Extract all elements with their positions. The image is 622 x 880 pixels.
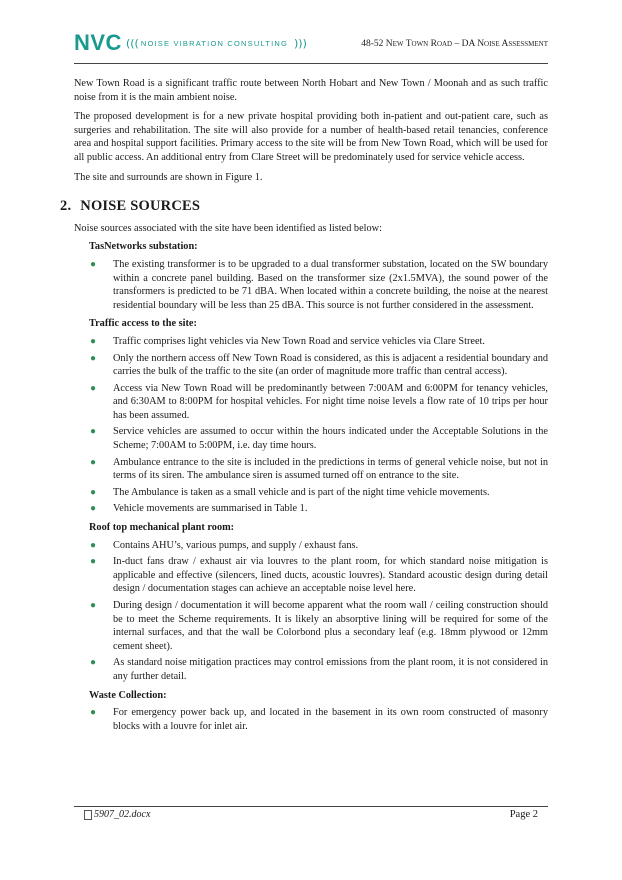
document-file-icon <box>84 810 92 820</box>
list-item <box>74 486 548 500</box>
footer-divider <box>74 806 548 807</box>
list-item-text: For emergency power back up, and located in the basement in its own room constructed of masonry blocks with a louvre for inlet air. <box>113 707 548 732</box>
bullet-icon: ● <box>90 456 97 468</box>
section-title: NOISE SOURCES <box>80 198 201 215</box>
list-item <box>74 352 548 379</box>
intro-paragraph: The proposed development is for a new private hospital providing both in-patient and out-patient care, such as surgeries and rehabilitation. The site will also provide for a number of health-based retail tenancies, conference area and hospital support facilities. Primary access to the site will be from New Town Road, which will be used for all public access. An additional entry from Clare Street will be predominately used for service vehicle access. <box>74 111 548 163</box>
bullet-list-plant-room <box>74 539 548 684</box>
subheading-waste: Waste Collection: <box>89 689 167 701</box>
document-body <box>60 77 548 738</box>
list-item <box>74 425 548 452</box>
list-item-text: Service vehicles are assumed to occur within the hours indicated under the Acceptable Solutions in the Scheme; 7:00AM to 5:00PM, i.e. day time hours. <box>113 426 548 452</box>
header-divider <box>74 63 548 64</box>
list-item <box>74 656 548 683</box>
list-item <box>74 335 548 349</box>
bullet-icon: ● <box>90 503 97 515</box>
sound-wave-left-icon: ((( <box>125 36 139 50</box>
list-item-text: Ambulance entrance to the site is included in the predictions in terms of general vehicle noise, but not in terms of its siren. The ambulance siren is assumed turned off on entrance to the site. <box>113 456 548 482</box>
bullet-icon: ● <box>90 426 97 438</box>
page-number: Page 2 <box>509 809 538 820</box>
logo-mark: NVC <box>74 30 122 55</box>
bullet-icon: ● <box>90 657 97 669</box>
section-heading <box>60 200 548 214</box>
logo-text: NOISE VIBRATION CONSULTING <box>140 38 289 48</box>
sound-wave-right-icon: ))) <box>294 36 307 50</box>
header-title: 48-52 New Town Road – DA Noise Assessment <box>361 39 548 49</box>
list-item-text: The existing transformer is to be upgraded to a dual transformer substation, located on the SW boundary within a concrete panel building. Based on the transformer size (2x1.5MVA), the sound power of the transformers is predicted to be 71 dBA. When located within a concrete building, the noise at the nearest residential boundary will be less than 25 dBA. This source is not further considered in the assessment. <box>113 258 548 311</box>
page-header <box>74 30 548 64</box>
list-item <box>74 502 548 516</box>
bullet-icon: ● <box>90 352 97 364</box>
bullet-icon: ● <box>90 600 97 611</box>
list-item <box>74 258 548 312</box>
subheading-plant-room: Roof top mechanical plant room: <box>89 522 235 534</box>
footer-filename <box>84 809 150 820</box>
list-item <box>74 599 548 653</box>
bullet-list-waste <box>74 706 548 733</box>
list-item <box>74 456 548 483</box>
list-item <box>74 382 548 423</box>
list-item-text: The Ambulance is taken as a small vehicle and is part of the night time vehicle movements. <box>113 486 490 498</box>
bullet-icon: ● <box>90 707 97 719</box>
list-item <box>74 555 548 596</box>
list-item-text: As standard noise mitigation practices may control emissions from the plant room, it is not considered in any further detail. <box>113 657 548 682</box>
bullet-list-substation <box>74 258 548 312</box>
section-number: 2. <box>60 198 72 215</box>
subheading-traffic: Traffic access to the site: <box>89 318 197 330</box>
nvc-logo <box>74 30 307 56</box>
list-item-text: Traffic comprises light vehicles via New Town Road and service vehicles via Clare Street. <box>113 335 485 347</box>
bullet-icon: ● <box>90 486 97 498</box>
bullet-list-traffic <box>74 335 548 516</box>
bullet-icon: ● <box>90 539 97 551</box>
bullet-icon: ● <box>90 335 97 347</box>
bullet-icon: ● <box>90 258 97 270</box>
list-item-text: Access via New Town Road will be predominantly between 7:00AM and 6:00PM for tenancy vehicles, and 6:30AM to 8:00PM for hospital vehicles. For night time noise levels a flow rate of 10 trips per hour has been assumed. <box>113 382 548 421</box>
list-item-text: Contains AHU’s, various pumps, and supply / exhaust fans. <box>113 539 359 551</box>
list-item <box>74 539 548 553</box>
bullet-icon: ● <box>90 556 97 568</box>
section-intro: Noise sources associated with the site have been identified as listed below: <box>74 222 382 234</box>
list-item <box>74 706 548 733</box>
subheading-substation: TasNetworks substation: <box>89 241 198 253</box>
list-item-text: Only the northern access off New Town Road is considered, as this is adjacent a residential boundary and carries the bulk of the traffic to the site (an order of magnitude more traffic than central access). <box>113 352 548 378</box>
list-item-text: Vehicle movements are summarised in Table 1. <box>113 503 308 515</box>
list-item-text: During design / documentation it will become apparent what the room wall / ceiling construction should be to meet the Scheme requirements. It is likely an absorptive lining will be required for some of the internal surfaces, and that the wall be Colorbond plus a secondary leaf (e.g. 18mm plywood or 12mm cement sheet). <box>113 600 548 652</box>
intro-paragraph: New Town Road is a significant traffic route between North Hobart and New Town / Moonah and as such traffic noise from it is the main ambient noise. <box>74 78 548 103</box>
footer-filename-text: 5907_02.docx <box>94 809 151 820</box>
intro-paragraph: The site and surrounds are shown in Figure 1. <box>74 171 263 183</box>
list-item-text: In-duct fans draw / exhaust air via louvres to the plant room, for which standard noise mitigation is applicable and effective (silencers, lined ducts, acoustic louvres). Standard acoustic design during detail design / documentation stages can achieve an acceptable noise level here. <box>113 556 548 595</box>
bullet-icon: ● <box>90 382 97 394</box>
